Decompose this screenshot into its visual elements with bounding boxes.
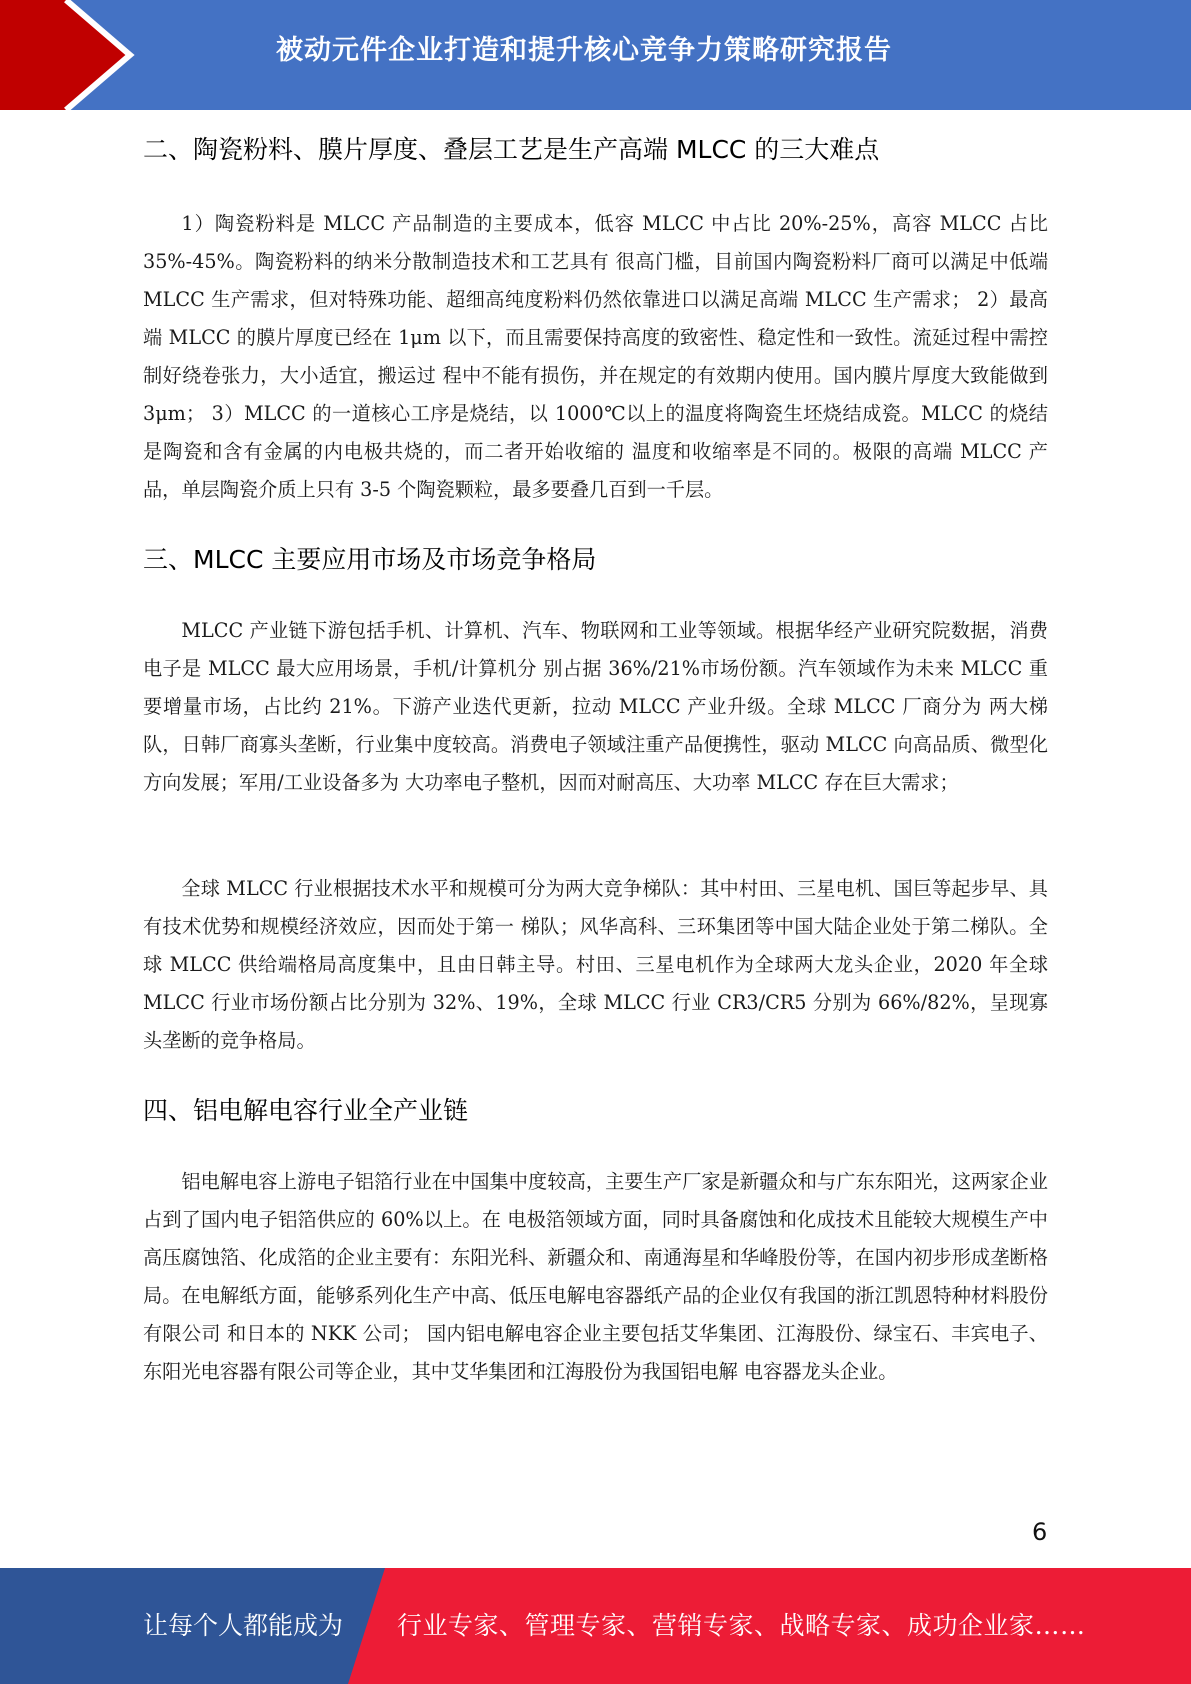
- section-heading: 四、铝电解电容行业全产业链: [143, 1096, 469, 1125]
- footer-slogan-right: 行业专家、管理专家、营销专家、战略专家、成功企业家……: [397, 1611, 1086, 1640]
- footer-slogan-left: 让每个人都能成为: [143, 1611, 344, 1640]
- section-heading: 二、陶瓷粉料、膜片厚度、叠层工艺是生产高端 MLCC 的三大难点: [143, 135, 880, 164]
- section-paragraph: 铝电解电容上游电子铝箔行业在中国集中度较高，主要生产厂家是新疆众和与广东东阳光，这两家企业占到了国内电子铝箔供应的 60%以上。在 电极箔领域方面，同时具备腐蚀和化成技术且能较大规模生产中高压腐蚀箔、化成箔的企业主要有：东阳光科、新疆众和、南通海星和华峰股份等，在国内初步形成垄断格局。在电解纸方面，能够系列化生产中高、低压电解电容器纸产品的企业仅有我国的浙江凯恩特种材料股份有限公司 和日本的 NKK 公司； 国内铝电解电容企业主要包括艾华集团、江海股份、绿宝石、丰宾电子、东阳光电容器有限公司等企业，其中艾华集团和江海股份为我国铝电解 电容器龙头企业。: [143, 1170, 1048, 1383]
- section-paragraph: 全球 MLCC 行业根据技术水平和规模可分为两大竞争梯队：其中村田、三星电机、国巨等起步早、具有技术优势和规模经济效应，因而处于第一 梯队；风华高科、三环集团等中国大陆企业处于第二梯队。全球 MLCC 供给端格局高度集中，且由日韩主导。村田、三星电机作为全球两大龙头企业，2020 年全球MLCC 行业市场份额占比分别为 32%、19%，全球 MLCC 行业 CR3/CR5 分别为 66%/82%，呈现寡头垄断的竞争格局。: [143, 877, 1048, 1052]
- section-paragraph: 1）陶瓷粉料是 MLCC 产品制造的主要成本，低容 MLCC 中占比 20%-25%，高容 MLCC 占比 35%-45%。陶瓷粉料的纳米分散制造技术和工艺具有 很高门槛，目前国内陶瓷粉料厂商可以满足中低端 MLCC 生产需求，但对特殊功能、超细高纯度粉料仍然依靠进口以满足高端 MLCC 生产需求； 2）最高端 MLCC 的膜片厚度已经在 1μm 以下，而且需要保持高度的致密性、稳定性和一致性。流延过程中需控制好绕卷张力，大小适宜，搬运过 程中不能有损伤，并在规定的有效期内使用。国内膜片厚度大致能做到 3μm； 3）MLCC 的一道核心工序是烧结，以 1000℃以上的温度将陶瓷生坯烧结成瓷。MLCC 的烧结是陶瓷和含有金属的内电极共烧的，而二者开始收缩的 温度和收缩率是不同的。极限的高端 MLCC 产品，单层陶瓷介质上只有 3-5 个陶瓷颗粒，最多要叠几百到一千层。: [143, 212, 1048, 501]
- section-heading: 三、MLCC 主要应用市场及市场竞争格局: [143, 545, 597, 574]
- report-title: 被动元件企业打造和提升核心竞争力策略研究报告: [276, 35, 892, 66]
- footer-banner: [0, 1568, 1191, 1684]
- header-bar: [0, 0, 1191, 110]
- section-paragraph: MLCC 产业链下游包括手机、计算机、汽车、物联网和工业等领域。根据华经产业研究院数据，消费电子是 MLCC 最大应用场景，手机/计算机分 别占据 36%/21%市场份额。汽车领域作为未来 MLCC 重要增量市场，占比约 21%。下游产业迭代更新，拉动 MLCC 产业升级。全球 MLCC 厂商分为 两大梯队，日韩厂商寡头垄断，行业集中度较高。消费电子领域注重产品便携性，驱动 MLCC 向高品质、微型化方向发展；军用/工业设备多为 大功率电子整机，因而对耐高压、大功率 MLCC 存在巨大需求；: [143, 619, 1048, 794]
- page-number: 6: [1032, 1518, 1048, 1546]
- header-arrow-icon: [0, 0, 150, 110]
